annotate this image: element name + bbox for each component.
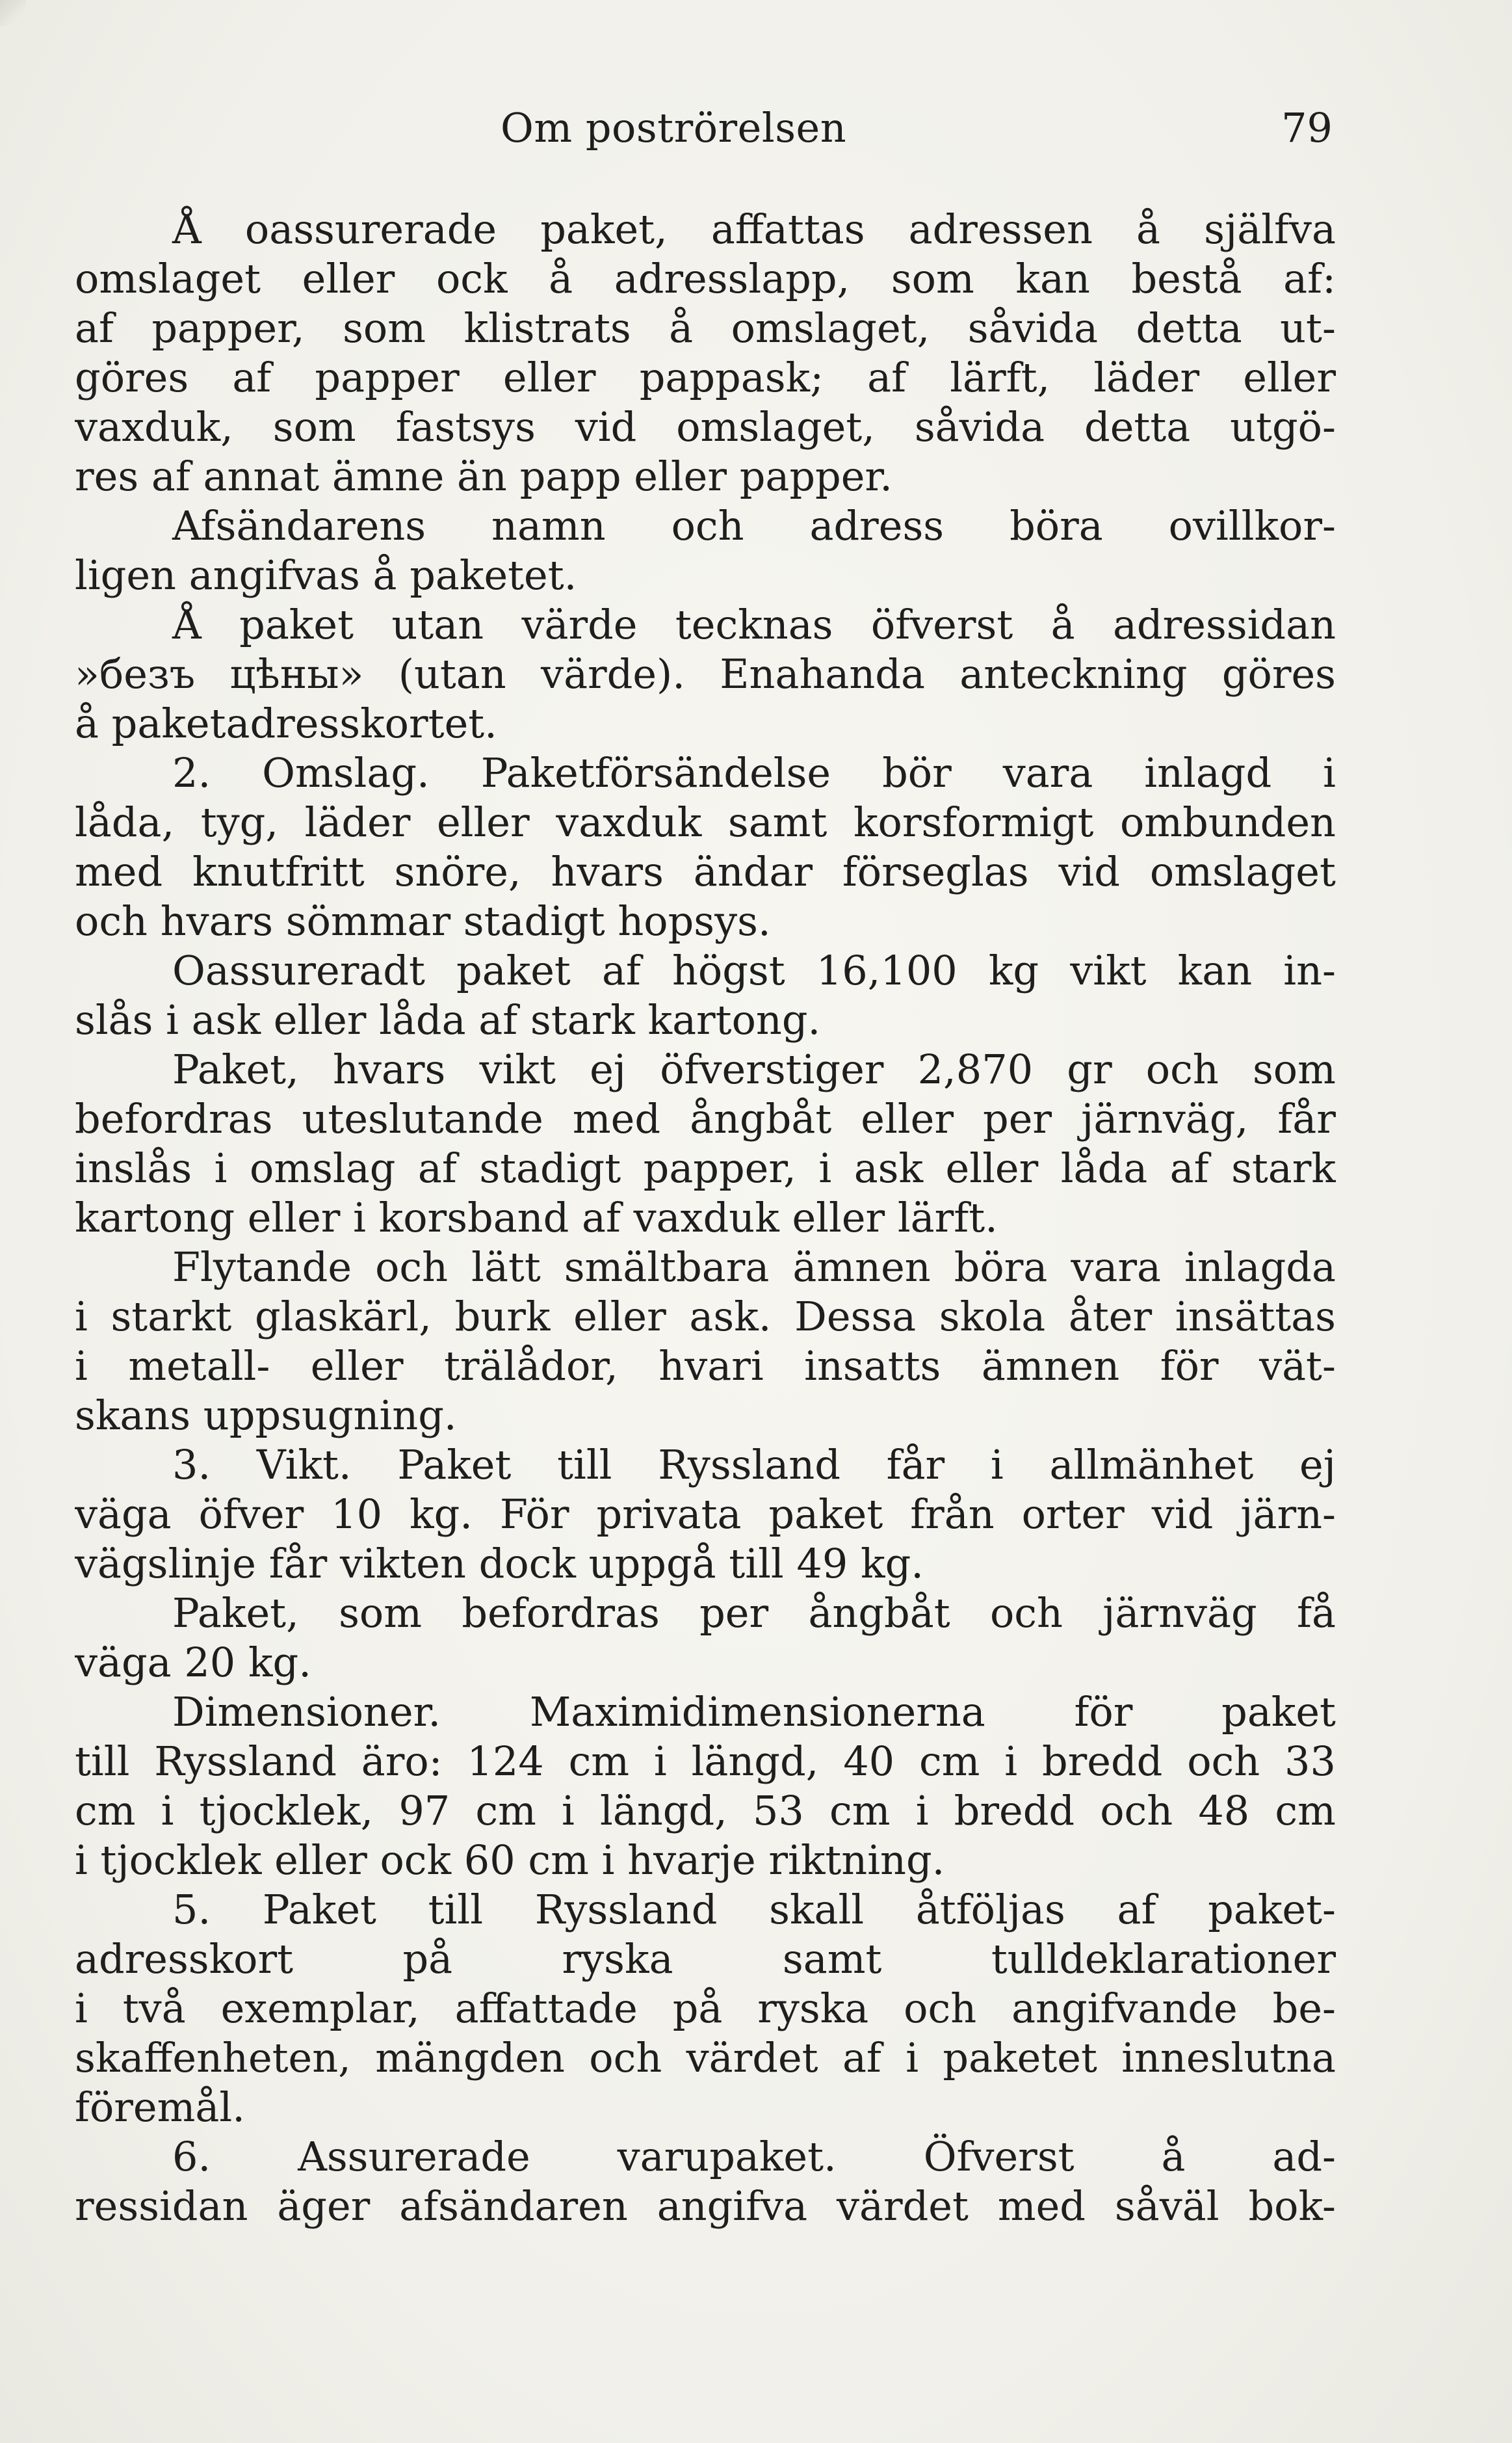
text-line: Paket, som befordras per ångbåt och järnväg få (172, 1589, 1336, 1637)
text-line: slås i ask eller låda af stark kartong. (75, 996, 821, 1044)
text-line: af papper, som klistrats å omslaget, såvida detta ut- (75, 304, 1336, 352)
text-line: 5. Paket till Ryssland skall åtföljas af paket- (172, 1886, 1336, 1933)
text-line: omslaget eller ock å adresslapp, som kan bestå af: (75, 255, 1336, 302)
text-line: skaffenheten, mängden och värdet af i paketet inneslutna (75, 2034, 1336, 2081)
scan-corner-shadow (0, 0, 26, 26)
text-line: adresskort på ryska samt tulldeklarationer (75, 1935, 1336, 1983)
text-line: Flytande och lätt smältbara ämnen böra vara inlagda (172, 1243, 1336, 1291)
text-line: göres af papper eller pappask; af lärft, läder eller (75, 354, 1336, 401)
text-line: res af annat ämne än papp eller papper. (75, 453, 893, 500)
text-line: ligen angifvas å paketet. (75, 551, 577, 599)
text-line: och hvars sömmar stadigt hopsys. (75, 897, 771, 945)
text-line: i tjocklek eller ock 60 cm i hvarje riktning. (75, 1836, 945, 1884)
text-line: Dimensioner. Maximidimensionerna för paket (172, 1688, 1336, 1736)
text-line: vaxduk, som fastsys vid omslaget, såvida detta utgö- (75, 403, 1336, 451)
text-line: befordras uteslutande med ångbåt eller per järnväg, får (75, 1095, 1336, 1142)
text-line: 2. Omslag. Paketförsändelse bör vara inlagd i (172, 749, 1336, 797)
running-title: Om poströrelsen (501, 104, 847, 152)
text-line: Å oassurerade paket, affattas adressen å själfva (172, 205, 1336, 253)
text-line: i starkt glaskärl, burk eller ask. Dessa skola åter insättas (75, 1293, 1336, 1340)
text-line: ressidan äger afsändaren angifva värdet med såväl bok- (75, 2182, 1336, 2230)
text-line: kartong eller i korsband af vaxduk eller lärft. (75, 1194, 998, 1241)
page-header (78, 104, 1333, 163)
text-line: å paketadresskortet. (75, 700, 497, 747)
body-text (75, 205, 1336, 2231)
text-line: cm i tjocklek, 97 cm i längd, 53 cm i bredd och 48 cm (75, 1787, 1336, 1834)
text-line: »безъ цѣны» (utan värde). Enahanda anteckning göres (75, 650, 1336, 698)
text-line: vägslinje får vikten dock uppgå till 49 kg. (75, 1540, 924, 1587)
text-line: 6. Assurerade varupaket. Öfverst å ad- (172, 2133, 1336, 2180)
text-line: skans uppsugning. (75, 1392, 457, 1439)
text-line: föremål. (75, 2083, 245, 2131)
text-line: Afsändarens namn och adress böra ovillkor- (172, 502, 1336, 549)
page-number: 79 (1281, 104, 1333, 152)
text-line: 3. Vikt. Paket till Ryssland får i allmänhet ej (172, 1441, 1336, 1488)
text-line: med knutfritt snöre, hvars ändar förseglas vid omslaget (75, 848, 1336, 895)
text-line: inslås i omslag af stadigt papper, i ask eller låda af stark (75, 1144, 1336, 1192)
text-line: i två exemplar, affattade på ryska och angifvande be- (75, 1985, 1336, 2032)
text-line: Oassureradt paket af högst 16,100 kg vikt kan in- (172, 947, 1336, 994)
text-line: väga 20 kg. (75, 1639, 311, 1686)
text-line: låda, tyg, läder eller vaxduk samt korsformigt ombunden (75, 799, 1336, 846)
text-line: Paket, hvars vikt ej öfverstiger 2,870 gr och som (172, 1046, 1336, 1093)
text-line: till Ryssland äro: 124 cm i längd, 40 cm i bredd och 33 (75, 1737, 1336, 1785)
text-line: väga öfver 10 kg. För privata paket från orter vid järn- (75, 1490, 1336, 1538)
text-line: i metall- eller trälådor, hvari insatts ämnen för vät- (75, 1342, 1336, 1390)
text-line: Å paket utan värde tecknas öfverst å adressidan (172, 601, 1336, 648)
